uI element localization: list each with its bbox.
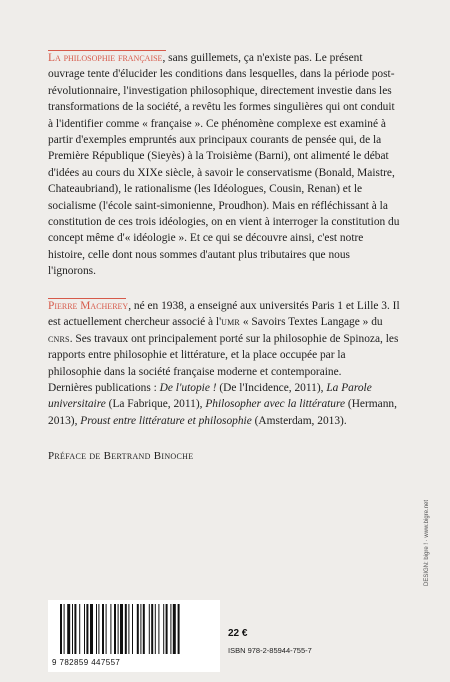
price: 22 € <box>228 628 248 639</box>
summary-text: , sans guillemets, ça n'existe pas. Le présent ouvrage tente d'élucider les conditions dans lesquelles, dans la période post-révolutionnaire, l'investigation philosophique, directement investie dans les transformations de la société, a revêtu les formes singulières qui ont conduit à l'identifier comme « française ». Ce phénomène complexe est examiné à partir d'exemples empruntés aux principaux courants de pensée qui, de la Première République (Sieyès) à la Troisième (Barni), ont alimenté le débat d'idées au cours du XIXe siècle, à savoir le conservatisme (Bonald, Maistre, Chateaubriand), le rationalisme (les Idéologues, Cousin, Renan) et le socialisme (l'école saint-simonienne, Proudhon). Mais en réfléchissant à la constitution de ces trois idéologies, on en vient à interroger la constitution du concept même d'« idéologie ». Et ce qui se découvre ainsi, c'est notre histoire, celle dont nous sommes d'autant plus tributaires que nous l'ignorons. <box>48 52 400 278</box>
summary-lead: La philosophie française <box>48 52 163 64</box>
publications-list <box>48 380 400 429</box>
pub-info-3: (Hermann, 2013), <box>48 398 397 427</box>
design-credit <box>424 499 434 586</box>
preface-credit: Préface de Bertrand Binoche <box>48 450 194 462</box>
pub-title-1: De l'utopie ! <box>159 382 217 395</box>
publications-label: Dernières publications : <box>48 382 160 395</box>
pub-info-1: (De l'Incidence, 2011), <box>216 382 327 395</box>
pub-info-2: (La Fabrique, 2011), <box>105 398 206 411</box>
author-text-c: . Ses travaux ont principalement porté sur la philosophie de Spinoza, les rapports entre philosophie et littérature, et la place occupée par la philosophie dans la société française moderne et contemporaine. <box>48 332 399 378</box>
barcode-digits: 9 782859 447557 <box>52 658 121 667</box>
author-paragraph <box>48 298 400 429</box>
author-name: Pierre Macherey <box>48 300 129 312</box>
summary-paragraph <box>48 50 400 280</box>
author-text-a: , né en 1938, a enseigné aux universités Paris 1 et Lille 3. Il est actuellement chercheur associé à l' <box>48 300 400 329</box>
umr-abbrev: umr <box>221 316 240 329</box>
isbn: ISBN 978-2-85944-755-7 <box>228 646 312 655</box>
pub-title-2: La Parole universitaire <box>48 382 372 411</box>
cnrs-abbrev: cnrs <box>48 332 70 345</box>
design-credit-text: DESIGN: bigre ! · www.bigre.net <box>424 499 430 586</box>
pub-info-4: (Amsterdam, 2013). <box>251 414 347 427</box>
author-text-b: « Savoirs Textes Langage » du <box>239 316 383 329</box>
barcode-icon <box>58 604 210 656</box>
pub-title-3: Philosopher avec la littérature <box>205 398 346 411</box>
pub-title-4: Proust entre littérature et philosophie <box>80 414 252 427</box>
